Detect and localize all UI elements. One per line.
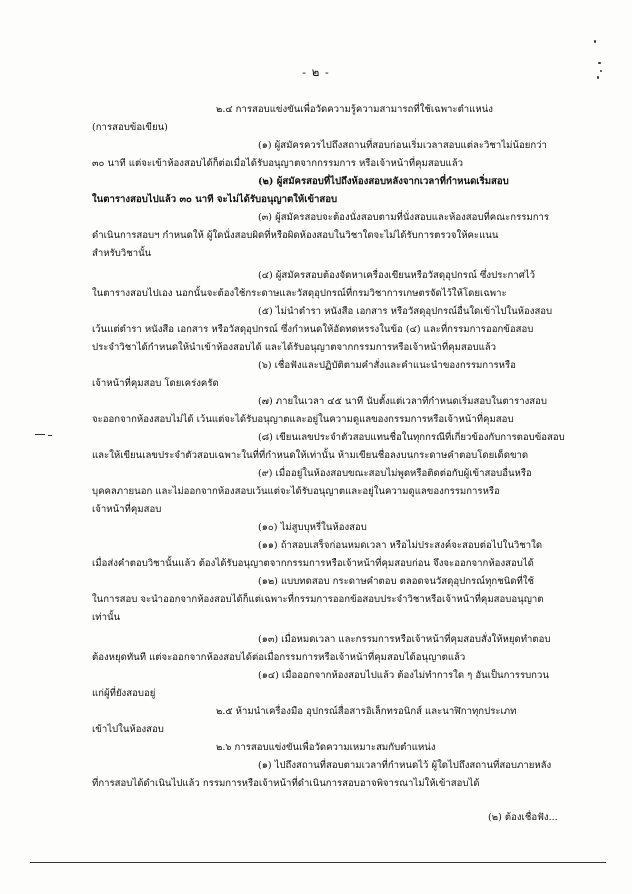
scan-speck: [35, 434, 45, 435]
text-line: (๖) เชื่อฟังและปฏิบัติตามคำสั่งและคำแนะนำของกรรมการหรือ: [258, 360, 516, 371]
text-line: ๓๐ นาที แต่จะเข้าห้องสอบได้ก็ต่อเมื่อได้รับอนุญาตจากกรรมการ หรือเจ้าหน้าที่คุมสอบแล้ว: [92, 158, 463, 169]
footer-rule: [30, 862, 606, 863]
text-line: (๑๐) ไม่สูบบุหรี่ในห้องสอบ: [258, 522, 367, 533]
text-line: (๑) ผู้สมัครควรไปถึงสถานที่สอบก่อนเริ่มเวลาสอบแต่ละวิชาไม่น้อยกว่า: [258, 140, 547, 151]
text-line: ในการสอบ จะนำออกจากห้องสอบได้ก็แต่เฉพาะที่กรรมการออกข้อสอบประจำวิชาหรือเจ้าหน้าที่คุมสอบอนุญาต: [92, 594, 544, 605]
text-line: ดำเนินการสอบฯ กำหนดให้ ผู้ใดนั่งสอบผิดที่หรือผิดห้องสอบในวิชาใดจะไม่ได้รับการตรวจให้คะแนน: [92, 230, 499, 241]
text-line: ในตารางสอบไปแล้ว ๓๐ นาที จะไม่ได้รับอนุญาตให้เข้าสอบ: [92, 194, 338, 205]
text-line: ในตารางสอบไปเอง นอกนั้นจะต้องใช้กระดาษและวัสดุอุปกรณ์ที่กรมวิชาการเกษตรจัดไว้ให้โดยเฉพาะ: [92, 288, 507, 299]
text-line: (๒) ผู้สมัครสอบที่ไปถึงห้องสอบหลังจากเวลาที่กำหนดเริ่มสอบ: [258, 176, 509, 187]
text-line: ที่การสอบได้ดำเนินไปแล้ว กรรมการหรือเจ้าหน้าที่ดำเนินการสอบอาจพิจารณาไม่ให้เข้าสอบได้: [92, 778, 480, 789]
text-line: จะออกจากห้องสอบไม่ได้ เว้นแต่จะได้รับอนุญาตและอยู่ในความดูแลของกรรมการหรือเจ้าหน้าที่คุมสอบ: [92, 414, 514, 425]
scan-speck: [600, 70, 602, 72]
scan-speck: [598, 62, 601, 64]
text-line: สำหรับวิชานั้น: [92, 248, 152, 259]
text-line: (๔) ผู้สมัครสอบต้องจัดหาเครื่องเขียนหรือวัสดุอุปกรณ์ ซึ่งประกาศไว้: [258, 270, 535, 281]
text-line: ประจำวิชาได้กำหนดให้นำเข้าห้องสอบได้ และได้รับอนุญาตจากกรรมการหรือเจ้าหน้าที่คุมสอบแล้ว: [92, 342, 497, 353]
text-line: (๑๒) แบบทดสอบ กระดาษคำตอบ ตลอดจนวัสดุอุปกรณ์ทุกชนิดที่ใช้: [258, 576, 535, 587]
text-line: ๒.๖ การสอบแข่งขันเพื่อวัดความเหมาะสมกับตำแหน่ง: [216, 742, 436, 753]
text-line: เมื่อส่งคำตอบวิชานั้นแล้ว ต้องได้รับอนุญาตจากกรรมการหรือเจ้าหน้าที่คุมสอบก่อน จึงจะออกจากห้องสอบได้: [92, 558, 534, 569]
text-line: ๒.๔ การสอบแข่งขันเพื่อวัดความรู้ความสามารถที่ใช้เฉพาะตำแหน่ง: [216, 104, 493, 115]
scan-speck: [594, 40, 596, 43]
text-line: แก่ผู้ที่ยังสอบอยู่: [92, 688, 156, 699]
text-line: เจ้าหน้าที่คุมสอบ: [92, 504, 162, 515]
text-line: (๙) เมื่ออยู่ในห้องสอบขณะสอบไม่พูดหรือติดต่อกับผู้เข้าสอบอื่นหรือ: [258, 468, 532, 479]
text-line: (๒) ต้องเชื่อฟัง...: [488, 812, 558, 823]
text-line: (๕) ไม่นำตำรา หนังสือ เอกสาร หรือวัสดุอุปกรณ์อื่นใดเข้าไปในห้องสอบ: [258, 306, 553, 317]
text-line: เท่านั้น: [92, 612, 121, 623]
text-line: เข้าไปในห้องสอบ: [92, 724, 164, 735]
text-line: ๒.๕ ห้ามนำเครื่องมือ อุปกรณ์สื่อสารอิเล็กทรอนิกส์ และนาฬิกาทุกประเภท: [216, 706, 517, 717]
scan-speck: [597, 76, 599, 79]
text-line: (๑๑) ถ้าสอบเสร็จก่อนหมดเวลา หรือไม่ประสงค์จะสอบต่อไปในวิชาใด: [258, 540, 543, 551]
text-line: (๗) ภายในเวลา ๔๕ นาที นับตั้งแต่เวลาที่กำหนดเริ่มสอบในตารางสอบ: [258, 396, 547, 407]
text-line: (๑) ไปถึงสถานที่สอบตามเวลาที่กำหนดไว้ ผู้ใดไปถึงสถานที่สอบภายหลัง: [258, 760, 552, 771]
text-line: (๘) เขียนเลขประจำตัวสอบแทนชื่อในทุกกรณีที่เกี่ยวข้องกับการตอบข้อสอบ: [258, 432, 565, 443]
text-line: (๓) ผู้สมัครสอบจะต้องนั่งสอบตามที่นั่งสอบและห้องสอบที่คณะกรรมการ: [258, 212, 550, 223]
text-line: เว้นแต่ตำรา หนังสือ เอกสาร หรือวัสดุอุปกรณ์ ซึ่งกำหนดให้อัดทดหรรงในข้อ (๔) และที่กรรมการออกข้อสอบ: [92, 324, 534, 335]
text-line: บุคคลภายนอก และไม่ออกจากห้องสอบเว้นแต่จะได้รับอนุญาตและอยู่ในความดูแลของกรรมการหรือ: [92, 486, 500, 497]
scan-speck: [48, 435, 52, 436]
text-line: (๑๔) เมื่อออกจากห้องสอบไปแล้ว ต้องไม่ทำการใด ๆ อันเป็นการรบกวน: [258, 670, 549, 681]
page-number: - ๒ -: [302, 65, 330, 79]
text-line: และให้เขียนเลขประจำตัวสอบเฉพาะในที่ที่กำหนดให้เท่านั้น ห้ามเขียนชื่อลงบนกระดาษคำตอบโดยเด็ดขาด: [92, 450, 529, 461]
text-line: ต้องหยุดทันที แต่จะออกจากห้องสอบได้ต่อเมื่อกรรมการหรือเจ้าหน้าที่คุมสอบได้อนุญาตแล้ว: [92, 652, 466, 663]
text-line: (การสอบข้อเขียน): [92, 122, 168, 133]
text-line: (๑๓) เมื่อหมดเวลา และกรรมการหรือเจ้าหน้าที่คุมสอบสั่งให้หยุดทำตอบ: [258, 634, 551, 645]
text-line: เจ้าหน้าที่คุมสอบ โดยเคร่งครัด: [92, 378, 219, 389]
